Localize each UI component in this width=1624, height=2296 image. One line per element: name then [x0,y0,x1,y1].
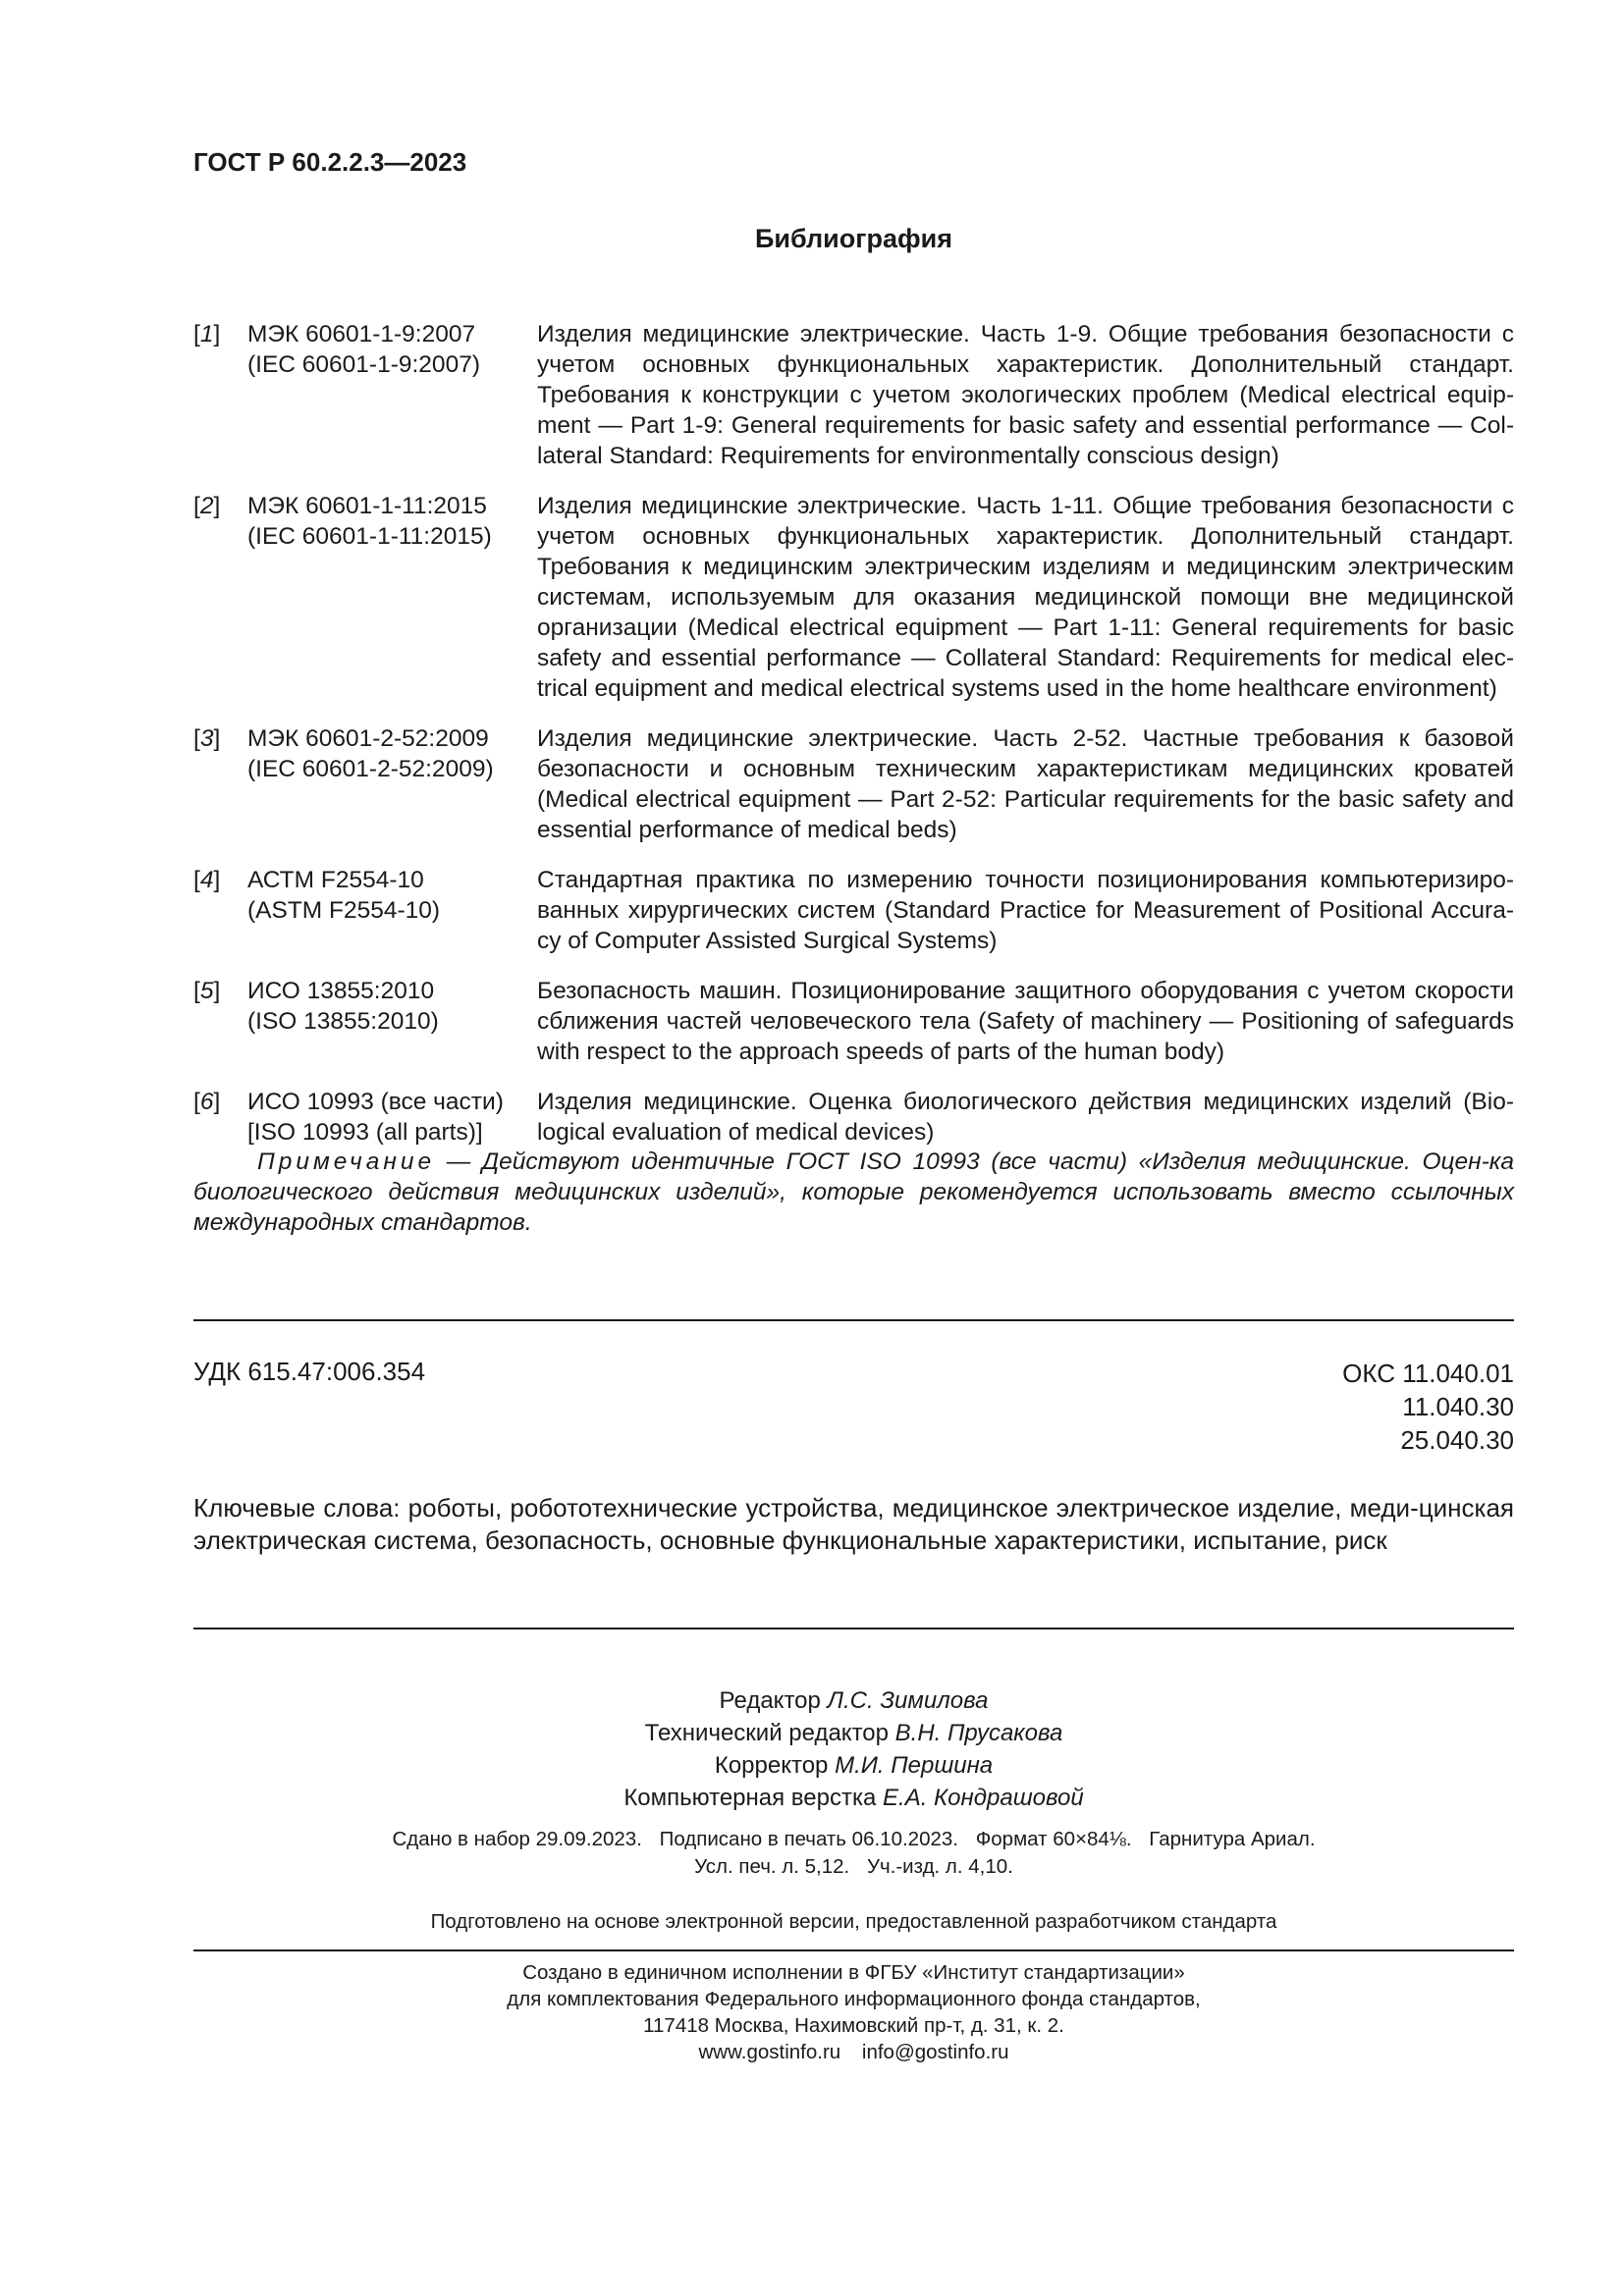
print-info [193,1826,1514,1881]
keywords-paragraph: Ключевые слова: роботы, робототехнические устройства, медицинское электрическое изделие, меди-цинская электрическая система, безопасность, основные функциональные характеристики, испытание, риск [193,1493,1514,1555]
section-title: Библиография [755,224,952,253]
document-id-header: ГОСТ Р 60.2.2.3—2023 [193,147,467,177]
note-text: — Действуют идентичные ГОСТ ISO 10993 (все части) «Изделия медицинские. Оцен-ка биологического действия медицинских изделий», которые рекомендуется использовать вместо ссылочных международных стандартов. [193,1148,1514,1236]
footer-line: 117418 Москва, Нахимовский пр-т, д. 31, к. 2. [643,2014,1064,2037]
oks-code: 11.040.30 [1402,1392,1514,1421]
udk-code: УДК 615.47:006.354 [193,1357,426,1386]
entry-number: [2] [193,493,221,519]
entry-code [247,319,537,471]
website-link[interactable]: www.gostinfo.ru [698,2041,841,2063]
credit-role: Корректор [714,1752,829,1779]
oks-codes [1342,1357,1514,1457]
divider [193,1319,1514,1321]
entry-description: Изделия медицинские. Оценка биологического действия медицинских изделий (Bio-logical evaluation of medical devices) [537,1089,1514,1146]
bibliography-entry [193,319,1514,471]
credit-role: Редактор [719,1687,821,1714]
print-signed: Подписано в печать 06.10.2023. [659,1828,958,1850]
print-info-line [193,1853,1514,1881]
publisher-footer [193,1959,1514,2065]
footer-line: Создано в единичном исполнении в ФГБУ «Институт стандартизации» [522,1961,1185,1984]
credit-name: Е.А. Кондрашовой [883,1785,1084,1811]
divider [193,1949,1514,1951]
oks-label: ОКС [1342,1359,1396,1388]
entry-code-en: (IEC 60601-1-11:2015) [247,523,492,550]
print-format: Формат 60×84⅛. [975,1828,1132,1850]
entry-code [247,491,537,704]
entry-description: Изделия медицинские электрические. Часть 1-9. Общие требования безопасности с учетом основных функциональных характеристик. Дополнительный стандарт. Требования к конструкции с учетом экологических проблем (Medical electrical equip-ment — Part 1-9: General requirements for basic safety and essential performance — Col-lateral Standard: Requirements for environmentally conscious design) [537,321,1514,469]
entry-code-en: (ISO 13855:2010) [247,1008,439,1035]
credit-line [193,1717,1514,1749]
oks-code: 11.040.01 [1402,1359,1514,1388]
bibliography-entry [193,1087,1514,1148]
footer-line: для комплектования Федерального информационного фонда стандартов, [507,1988,1201,2010]
entry-code-en: (IEC 60601-2-52:2009) [247,756,494,782]
entry-description: Безопасность машин. Позиционирование защитного оборудования с учетом скорости сближения частей человеческого тела (Safety of machinery — Positioning of safeguards with respect to the approach speeds of parts of the human body) [537,978,1514,1065]
email-link[interactable]: info@gostinfo.ru [861,2041,1009,2063]
credits-block [193,1684,1514,1814]
entry-code [247,865,537,956]
entry-number: [6] [193,1089,221,1115]
entry-code-en: (ASTM F2554-10) [247,897,441,924]
print-font: Гарнитура Ариал. [1149,1828,1316,1850]
credit-role: Технический редактор [644,1720,889,1746]
entry-number: [1] [193,321,221,347]
entry-description: Изделия медицинские электрические. Часть 1-11. Общие требования безопасности с учетом основных функциональных характеристик. Дополнительный стандарт. Требования к медицинским электрическим изделиям и медицинским электрическим системам, используемым для оказания медицинской помощи вне медицинской организации (Medical electrical equipment — Part 1-11: General requirements for basic safety and essential performance — Collateral Standard: Requirements for medical elec-trical equipment and medical electrical systems used in the home healthcare environment) [537,493,1514,702]
credit-line [193,1684,1514,1717]
entry-description: Стандартная практика по измерению точности позиционирования компьютеризиро-ванных хирургических систем (Standard Practice for Measurement of Positional Accura-cy of Computer Assisted Surgical Systems) [537,867,1514,954]
entry-number: [4] [193,867,221,893]
entry-code-ru: МЭК 60601-2-52:2009 [247,725,489,752]
print-sheets: Усл. печ. л. 5,12. [694,1855,850,1878]
prepared-note: Подготовлено на основе электронной версии, предоставленной разработчиком стандарта [430,1910,1277,1933]
bibliography-entry [193,491,1514,704]
credit-name: В.Н. Прусакова [894,1720,1063,1746]
entry-code-en: (IEC 60601-1-9:2007) [247,351,480,378]
oks-code: 25.040.30 [1400,1425,1514,1455]
entry-code [247,1087,537,1148]
entry-code-ru: МЭК 60601-1-11:2015 [247,493,487,519]
entry-code-ru: АСТМ F2554-10 [247,867,424,893]
note-paragraph [193,1147,1514,1238]
bibliography-entry [193,976,1514,1067]
entry-code-ru: ИСО 10993 (все части) [247,1089,504,1115]
credit-line [193,1782,1514,1814]
footer-contacts [193,2039,1514,2065]
entry-code-ru: МЭК 60601-1-9:2007 [247,321,476,347]
bibliography-entry [193,865,1514,956]
entry-code [247,723,537,845]
print-submitted: Сдано в набор 29.09.2023. [392,1828,642,1850]
entry-code [247,976,537,1067]
credit-role: Компьютерная верстка [623,1785,877,1811]
entry-code-ru: ИСО 13855:2010 [247,978,435,1004]
entry-description: Изделия медицинские электрические. Часть 2-52. Частные требования к базовой безопасности и основным техническим характеристикам медицинских кроватей (Medical electrical equipment — Part 2-52: Particular requirements for the basic safety and essential performance of medical beds) [537,725,1514,843]
entry-number: [3] [193,725,221,752]
bibliography-list [193,319,1514,1167]
divider [193,1628,1514,1629]
print-info-line [193,1826,1514,1853]
credit-name: Л.С. Зимилова [827,1687,989,1714]
credit-line [193,1749,1514,1782]
note-label: Примечание [257,1148,436,1175]
print-pub-sheets: Уч.-изд. л. 4,10. [866,1855,1013,1878]
bibliography-entry [193,723,1514,845]
entry-number: [5] [193,978,221,1004]
credit-name: М.И. Першина [835,1752,994,1779]
entry-code-en: [ISO 10993 (all parts)] [247,1119,483,1146]
